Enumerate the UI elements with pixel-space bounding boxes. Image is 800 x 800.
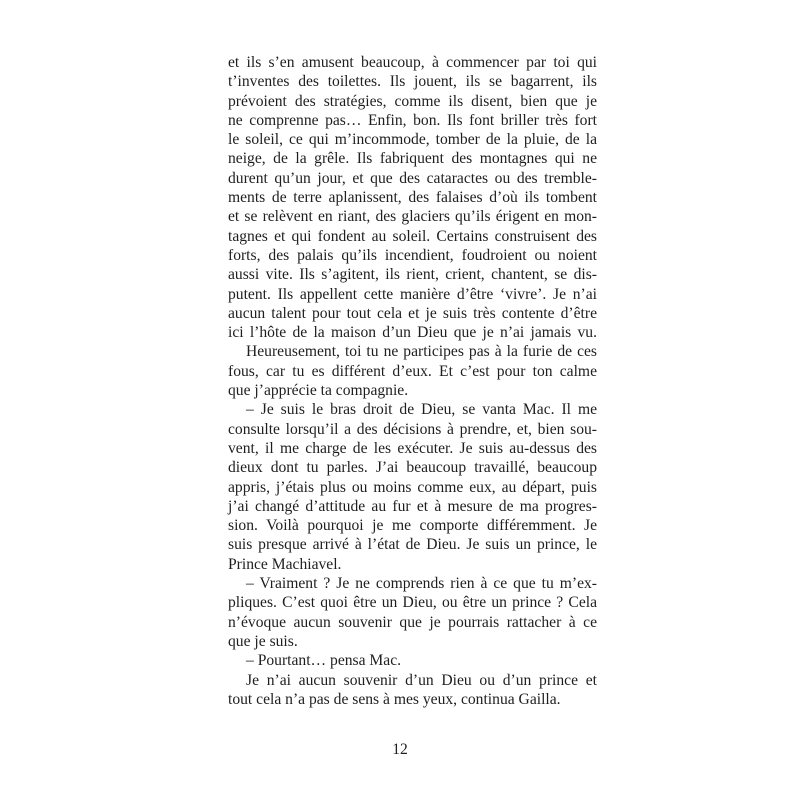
text-line: tout cela n’a pas de sens à mes yeux, continua Gailla. — [228, 690, 561, 708]
text-line: forts, des palais qu’ils incendient, foudroient ou noient — [228, 246, 597, 264]
text-line: que je suis. — [228, 632, 298, 650]
text-line: Je n’ai aucun souvenir d’un Dieu ou d’un prince et — [246, 671, 597, 689]
text-line: Prince Machiavel. — [228, 555, 342, 573]
text-line: le soleil, ce qui m’incommode, tomber de la pluie, de la — [228, 131, 597, 149]
text-line: et ils s’en amusent beaucoup, à commencer par toi qui — [228, 54, 597, 71]
text-line: aussi vite. Ils s’agitent, ils rient, crient, chantent, se dis- — [228, 266, 597, 284]
text-line: durent qu’un jour, et que des cataractes ou des tremble- — [228, 169, 597, 187]
text-line: tagnes et qui fondent au soleil. Certains construisent des — [228, 227, 597, 245]
text-line: neige, de la grêle. Ils fabriquent des montagnes qui ne — [228, 150, 597, 168]
text-line: appris, j’étais plus ou moins comme eux, au départ, puis — [228, 478, 597, 496]
text-line: putent. Ils appellent cette manière d’être ‘vivre’. Je n’ai — [228, 285, 597, 303]
text-line: ici l’hôte de la maison d’un Dieu que je n’ai jamais vu. — [228, 324, 597, 342]
text-line: ne comprenne pas… Enfin, bon. Ils font briller très fort — [228, 111, 597, 129]
text-line: et se relèvent en riant, des glaciers qu’ils érigent en mon- — [228, 208, 597, 226]
text-line: t’inventes des toilettes. Ils jouent, ils se bagarrent, ils — [228, 73, 597, 91]
text-line: sion. Voilà pourquoi je me comporte différemment. Je — [228, 517, 597, 535]
text-line: vent, il me charge de les exécuter. Je suis au-dessus des — [228, 439, 597, 457]
text-line: – Je suis le bras droit de Dieu, se vanta Mac. Il me — [246, 401, 597, 419]
text-line: n’évoque aucun souvenir que je pourrais rattacher à ce — [228, 613, 597, 631]
text-line: – Vraiment ? Je ne comprends rien à ce que tu m’ex- — [246, 575, 597, 593]
page-number: 12 — [392, 741, 408, 758]
text-line: fous, car tu es différent d’eux. Et c’est pour ton calme — [228, 362, 597, 380]
text-line: Heureusement, toi tu ne participes pas à la furie de ces — [246, 343, 597, 361]
text-line: suis presque arrivé à l’état de Dieu. Je suis un prince, le — [228, 536, 597, 554]
text-line: prévoient des stratégies, comme ils disent, bien que je — [228, 92, 597, 110]
text-line: j’ai changé d’attitude au fur et à mesure de ma progres- — [228, 497, 597, 515]
text-line: que j’apprécie ta compagnie. — [228, 382, 409, 400]
text-line: – Pourtant… pensa Mac. — [246, 652, 402, 670]
text-line: pliques. C’est quoi être un Dieu, ou être un prince ? Cela — [228, 594, 597, 612]
text-line: consulte lorsqu’il a des décisions à prendre, et, bien sou- — [228, 420, 597, 438]
text-line: dieux dont tu parles. J’ai beaucoup travaillé, beaucoup — [228, 459, 597, 477]
text-line: ments de terre aplanissent, des falaises d’où ils tombent — [228, 189, 597, 207]
body-text — [228, 53, 597, 709]
text-line: aucun talent pour tout cela et je suis très contente d’être — [228, 304, 597, 322]
